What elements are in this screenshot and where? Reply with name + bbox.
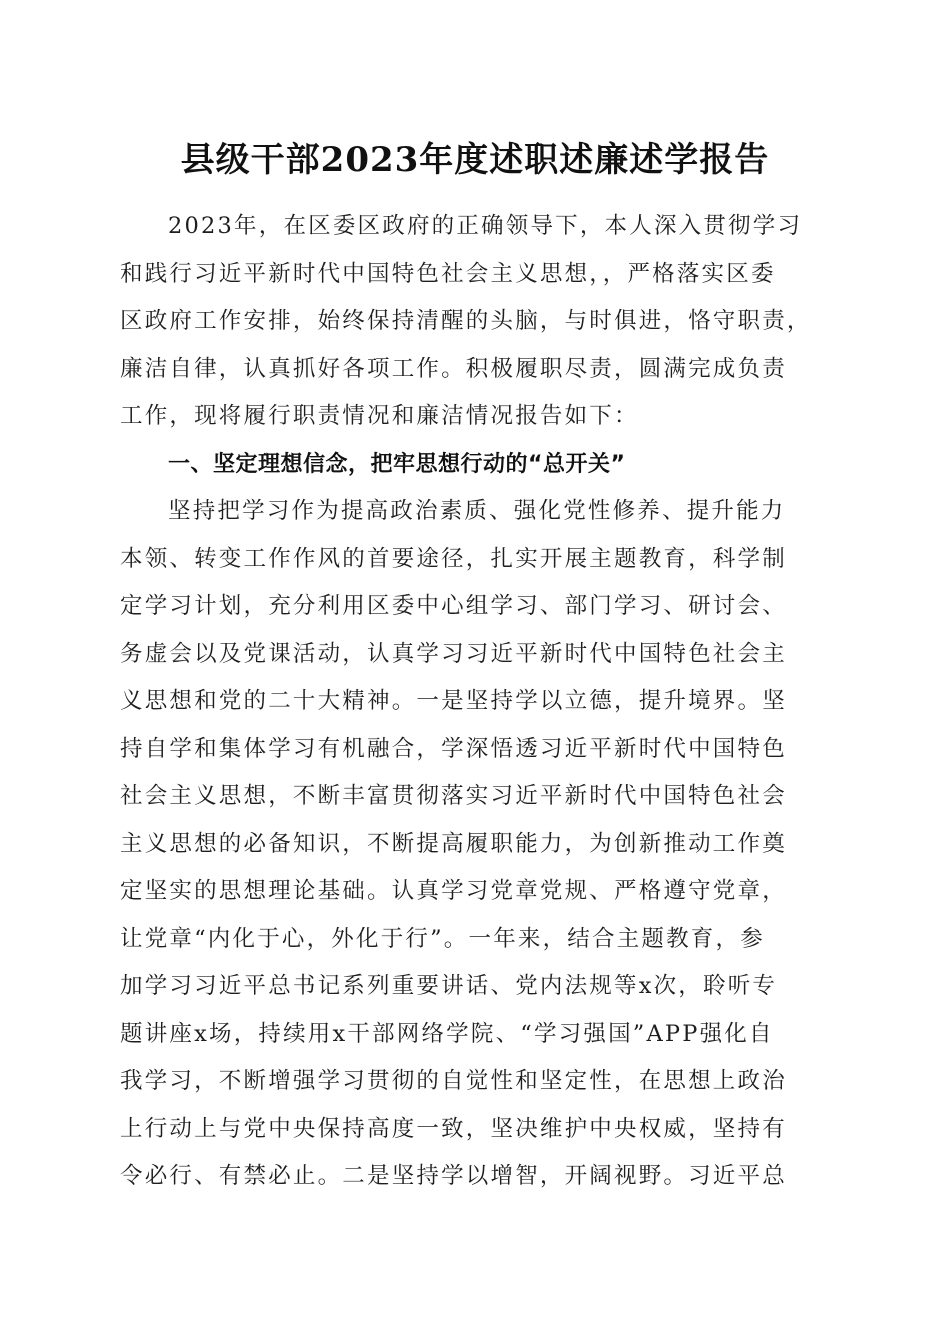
document-body [120,203,822,1201]
section-line: 上行动上与党中央保持高度一致，坚决维护中央权威，坚持有 [120,1115,787,1142]
intro-line: 2023年，在区委区政府的正确领导下，本人深入贯彻学习 [168,213,803,239]
intro-line: 工作，现将履行职责情况和廉洁情况报告如下： [120,403,639,429]
section-line: 定坚实的思想理论基础。认真学习党章党规、严格遵守党章， [120,878,787,904]
document-title: 县级干部2023年度述职述廉述学报告 [180,140,770,180]
section-line: 坚持把学习作为提高政治素质、强化党性修养、提升能力 [168,498,786,524]
section-line: 义思想和党的二十大精神。一是坚持学以立德，提升境界。坚 [120,688,787,714]
intro-line: 和践行习近平新时代中国特色社会主义思想，，严格落实区委 [120,260,776,287]
section-line: 令必行、有禁必止。二是坚持学以增智，开阔视野。习近平总 [120,1163,787,1189]
section-line: 我学习，不断增强学习贯彻的自觉性和坚定性，在思想上政治 [120,1068,787,1094]
section-line: 加学习习近平总书记系列重要讲话、党内法规等x次，聆听专 [120,973,778,999]
section-line: 主义思想的必备知识，不断提高履职能力，为创新推动工作奠 [120,830,787,857]
intro-line: 廉洁自律，认真抓好各项工作。积极履职尽责，圆满完成负责 [120,355,787,382]
section-line: 定学习计划，充分利用区委中心组学习、部门学习、研讨会、 [120,593,787,619]
section-line: 持自学和集体学习有机融合，学深悟透习近平新时代中国特色 [120,735,787,762]
section-line: 题讲座x场，持续用x干部网络学院、“学习强国”APP强化自 [120,1020,774,1047]
section-line: 社会主义思想，不断丰富贯彻落实习近平新时代中国特色社会 [120,783,787,809]
intro-line: 区政府工作安排，始终保持清醒的头脑，与时俱进，恪守职责， [120,308,812,334]
section-line: 让党章“内化于心，外化于行”。一年来，结合主题教育，参 [120,925,765,952]
section-line: 务虚会以及党课活动，认真学习习近平新时代中国特色社会主 [120,640,787,667]
section-line: 本领、转变工作作风的首要途径，扎实开展主题教育，科学制 [120,545,787,572]
section-heading: 一、坚定理想信念，把牢思想行动的“总开关” [168,451,626,477]
